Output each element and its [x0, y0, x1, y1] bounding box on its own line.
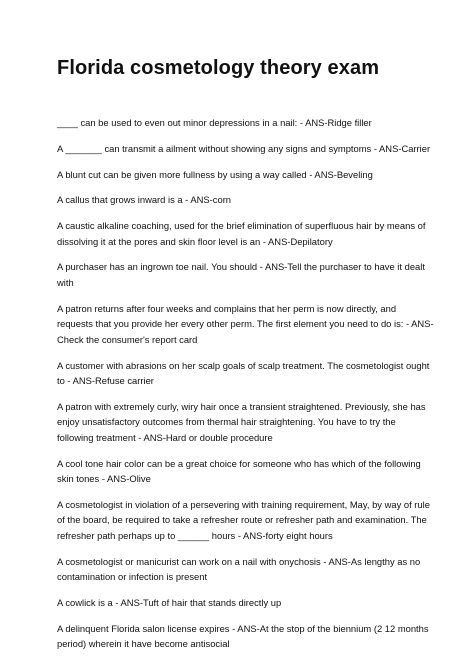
- question-item-2: A _______ can transmit a ailment without showing any signs and symptoms - ANS-Carrier: [57, 142, 431, 154]
- question-item-11: A cosmetologist in violation of a persevering with training requirement, May, by way of rule of the board, be required to take a refresher route or refresher path and examination. The refresher path perhaps up to ______ hours - ANS-forty eight hours: [57, 498, 430, 541]
- question-item-4: A callus that grows inward is a - ANS-corn: [57, 194, 232, 206]
- question-item-8: A customer with abrasions on her scalp goals of scalp treatment. The cosmetologist ought to - ANS-Refuse carrier: [57, 359, 430, 387]
- question-item-7: A patron returns after four weeks and complains that her perm is now directly, and requests that you provide her every other perm. The first element you need to do is: - ANS-Check the consumer's report card: [57, 302, 434, 345]
- question-list: [57, 115, 434, 652]
- question-item-3: A blunt cut can be given more fullness by using a way called - ANS-Beveling: [57, 168, 373, 180]
- question-item-6: A purchaser has an ingrown toe nail. You should - ANS-Tell the purchaser to have it dealt with: [57, 261, 425, 288]
- question-item-10: A cool tone hair color can be a great choice for someone who has which of the following skin tones - ANS-Olive: [57, 457, 421, 485]
- question-item-12: A cosmetologist or manicurist can work on a nail with onychosis - ANS-As lengthy as no contamination or infection is present: [57, 555, 421, 583]
- question-item-5: A caustic alkaline coaching, used for the brief elimination of superfluous hair by means of dissolving it at the pores and skin floor level is an - ANS-Depilatory: [57, 220, 426, 247]
- question-item-1: ____ can be used to even out minor depressions in a nail: - ANS-Ridge filler: [57, 117, 372, 128]
- document-title: Florida cosmetology theory exam: [57, 57, 380, 79]
- question-item-13: A cowlick is a - ANS-Tuft of hair that stands directly up: [57, 597, 282, 609]
- question-item-14: A delinquent Florida salon license expires - ANS-At the stop of the biennium (2 12 months period) wherein it have become antisocial: [57, 622, 429, 650]
- question-item-9: A patron with extremely curly, wiry hair once a transient straightened. Previously, she has enjoy unsatisfactory outcomes from thermal hair straightening. You have to try the following treatment - ANS-Hard or double procedure: [57, 400, 426, 443]
